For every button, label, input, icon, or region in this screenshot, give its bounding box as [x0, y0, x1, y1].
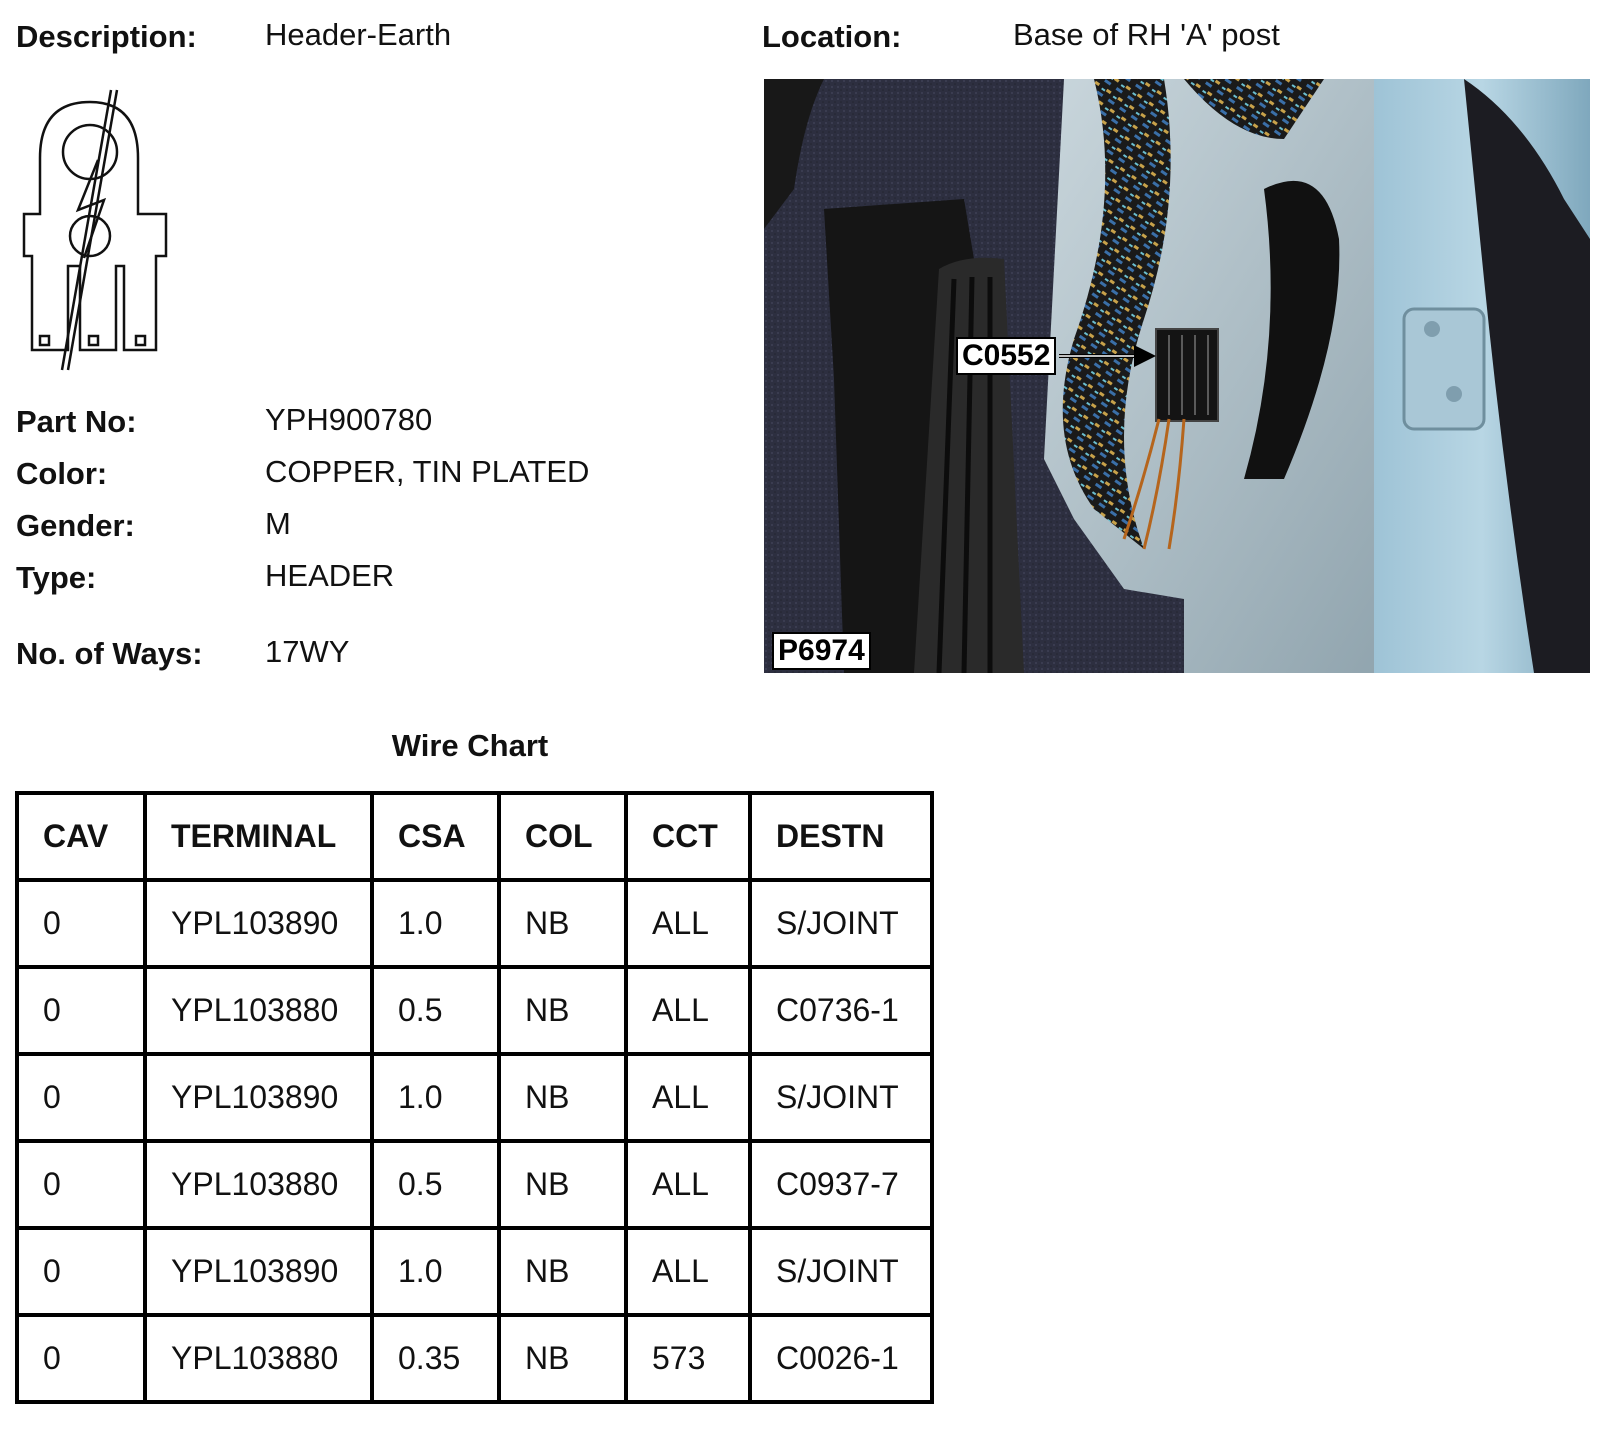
cell-cct: 573 [626, 1315, 750, 1402]
cell-csa: 1.0 [372, 1054, 499, 1141]
table-row [17, 880, 932, 967]
connector-callout-label: C0552 [956, 337, 1056, 375]
cell-csa: 0.5 [372, 1141, 499, 1228]
wire-chart-table [15, 791, 934, 1404]
cell-col: NB [499, 1054, 626, 1141]
cell-terminal: YPL103880 [145, 1141, 372, 1228]
cell-destn: S/JOINT [750, 1228, 932, 1315]
cell-cav: 0 [17, 880, 145, 967]
ways-value: 17WY [265, 634, 350, 669]
table-row [17, 1228, 932, 1315]
cell-cav: 0 [17, 1228, 145, 1315]
cell-col: NB [499, 1315, 626, 1402]
cell-destn: C0937-7 [750, 1141, 932, 1228]
description-label: Description: [16, 19, 197, 54]
cell-cav: 0 [17, 1141, 145, 1228]
description-value: Header-Earth [265, 17, 452, 52]
color-value: COPPER, TIN PLATED [265, 454, 590, 489]
col-header-cav: CAV [17, 793, 145, 880]
cell-destn: C0026-1 [750, 1315, 932, 1402]
cell-csa: 0.5 [372, 967, 499, 1054]
gender-label: Gender: [16, 508, 135, 543]
location-label: Location: [762, 19, 902, 54]
cell-cct: ALL [626, 880, 750, 967]
type-label: Type: [16, 560, 97, 595]
cell-col: NB [499, 1228, 626, 1315]
cell-destn: S/JOINT [750, 880, 932, 967]
ways-label: No. of Ways: [16, 636, 203, 671]
location-value: Base of RH 'A' post [1013, 17, 1280, 52]
cell-cct: ALL [626, 1054, 750, 1141]
cell-terminal: YPL103890 [145, 1228, 372, 1315]
col-header-col: COL [499, 793, 626, 880]
table-row [17, 1141, 932, 1228]
table-row [17, 1054, 932, 1141]
cell-terminal: YPL103880 [145, 967, 372, 1054]
table-header-row [17, 793, 932, 880]
cell-destn: C0736-1 [750, 967, 932, 1054]
table-row [17, 967, 932, 1054]
cell-cct: ALL [626, 967, 750, 1054]
part-no-value: YPH900780 [265, 402, 433, 437]
photo-id-label: P6974 [772, 632, 871, 670]
cell-terminal: YPL103890 [145, 1054, 372, 1141]
cell-col: NB [499, 880, 626, 967]
col-header-destn: DESTN [750, 793, 932, 880]
col-header-cct: CCT [626, 793, 750, 880]
col-header-terminal: TERMINAL [145, 793, 372, 880]
col-header-csa: CSA [372, 793, 499, 880]
cell-cav: 0 [17, 1315, 145, 1402]
cell-col: NB [499, 967, 626, 1054]
gender-value: M [265, 506, 291, 541]
location-photo [764, 79, 1590, 673]
cell-cav: 0 [17, 1054, 145, 1141]
cell-cct: ALL [626, 1228, 750, 1315]
cell-terminal: YPL103890 [145, 880, 372, 967]
cell-destn: S/JOINT [750, 1054, 932, 1141]
cell-cct: ALL [626, 1141, 750, 1228]
cell-csa: 1.0 [372, 880, 499, 967]
cell-terminal: YPL103880 [145, 1315, 372, 1402]
wire-chart-title: Wire Chart [391, 728, 549, 763]
color-label: Color: [16, 456, 108, 491]
connector-diagram-icon [18, 88, 173, 373]
cell-csa: 1.0 [372, 1228, 499, 1315]
part-no-label: Part No: [16, 404, 137, 439]
cell-csa: 0.35 [372, 1315, 499, 1402]
table-row [17, 1315, 932, 1402]
cell-cav: 0 [17, 967, 145, 1054]
type-value: HEADER [265, 558, 395, 593]
cell-col: NB [499, 1141, 626, 1228]
